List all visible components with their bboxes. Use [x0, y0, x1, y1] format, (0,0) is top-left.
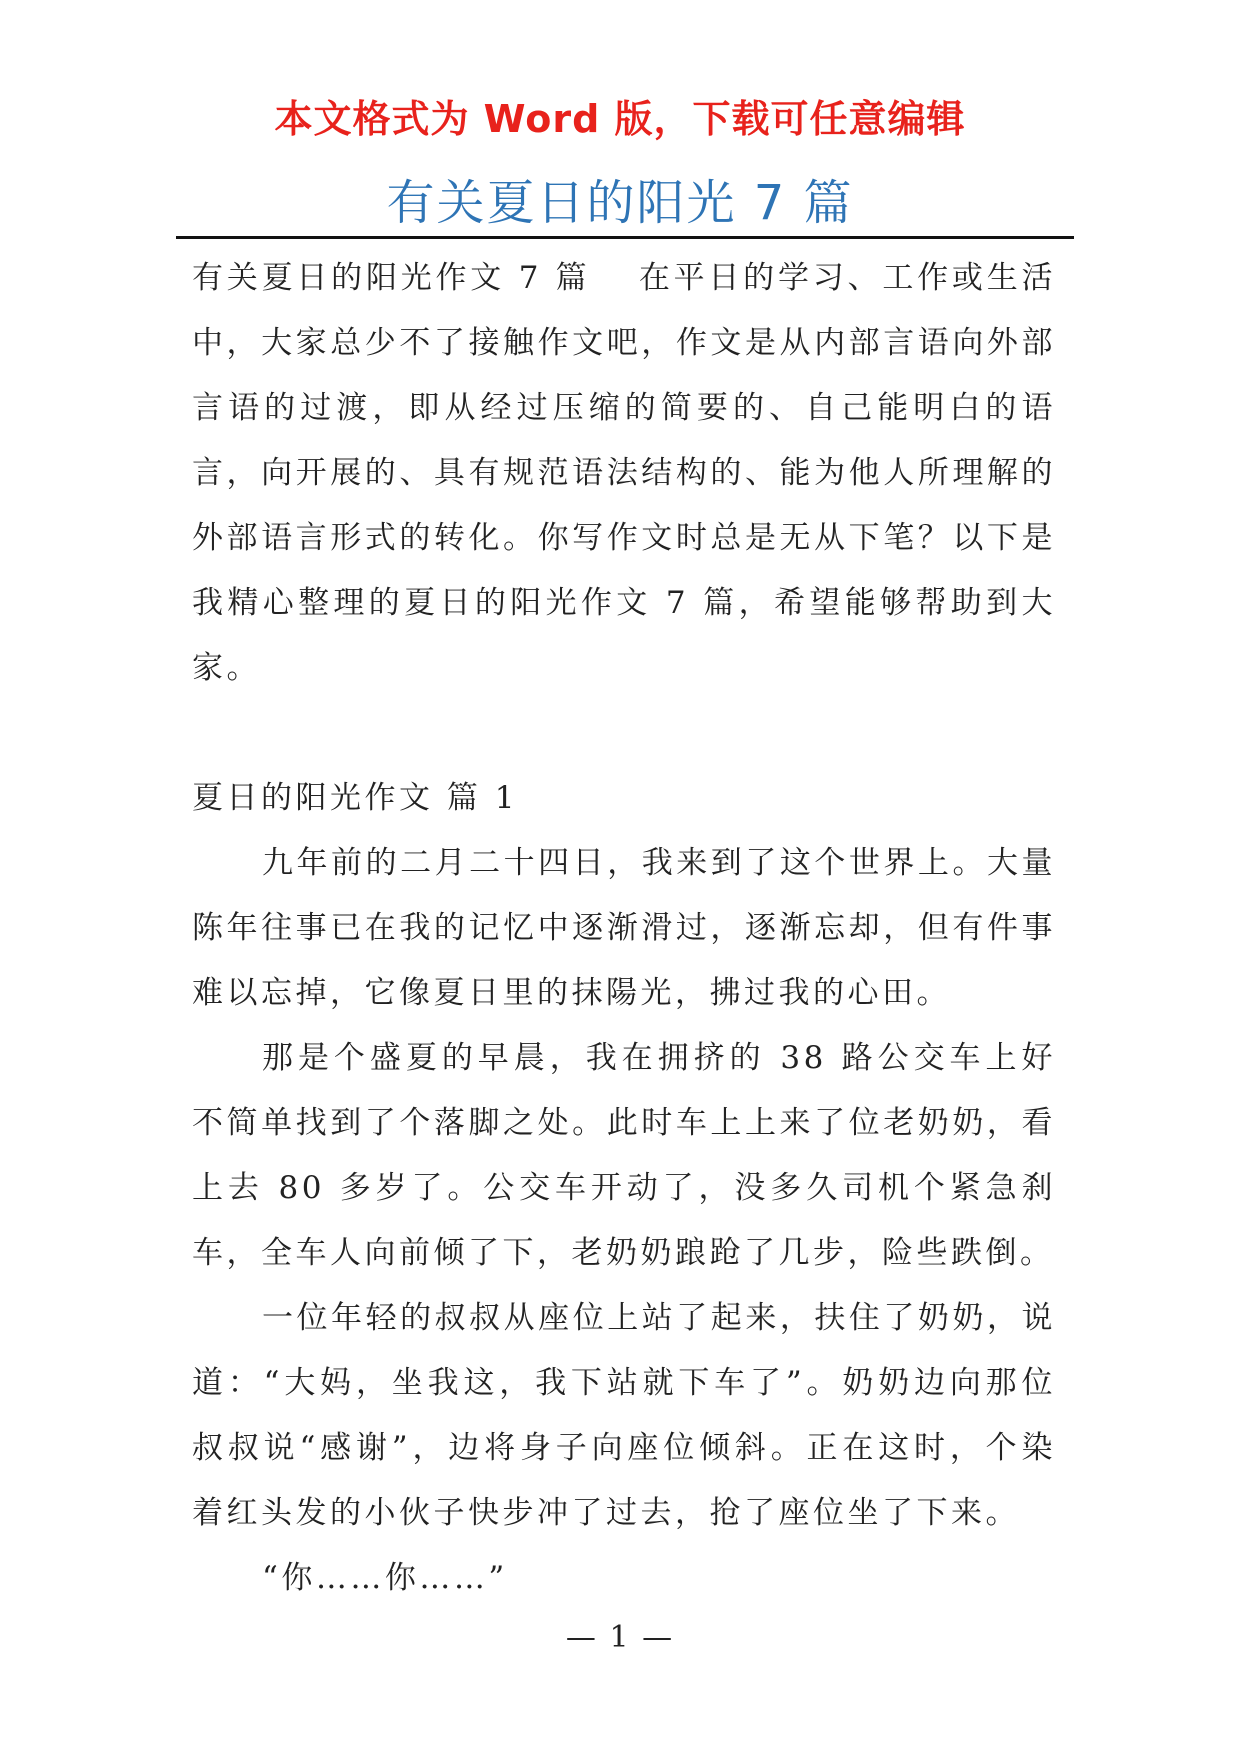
document-title: 有关夏日的阳光 7 篇	[386, 175, 854, 231]
title-divider	[176, 236, 1074, 239]
body-paragraph: “你……你……”	[262, 1560, 508, 1596]
body-paragraph: 一位年轻的叔叔从座位上站了起来，扶住了奶奶，说道：“大妈，坐我这，我下站就下车了”。奶奶边向那位叔叔说“感谢”，边将身子向座位倾斜。正在这时，个染着红头发的小伙子快步冲了过去，抢了座位坐了下来。	[192, 1300, 1056, 1531]
intro-paragraph: 有关夏日的阳光作文 7 篇 在平日的学习、工作或生活中，大家总少不了接触作文吧，作文是从内部言语向外部言语的过渡，即从经过压缩的简要的、自己能明白的语言，向开展的、具有规范语法结构的、能为他人所理解的外部语言形式的转化。你写作文时总是无从下笔？以下是我精心整理的夏日的阳光作文 7 篇，希望能够帮助到大家。	[192, 260, 1056, 686]
document-body	[192, 246, 1056, 1611]
section-heading: 夏日的阳光作文 篇 1	[192, 780, 518, 816]
body-paragraph: 九年前的二月二十四日，我来到了这个世界上。大量陈年往事已在我的记忆中逐渐滑过，逐渐忘却，但有件事难以忘掉，它像夏日里的抹陽光，拂过我的心田。	[192, 845, 1056, 1011]
page-number: — 1 —	[565, 1620, 675, 1655]
body-paragraph: 那是个盛夏的早晨，我在拥挤的 38 路公交车上好不简单找到了个落脚之处。此时车上上来了位老奶奶，看上去 80 多岁了。公交车开动了，没多久司机个紧急刹车，全车人向前倾了下，老奶奶踉跄了几步，险些跌倒。	[192, 1040, 1056, 1271]
editable-notice: 本文格式为 Word 版，下载可任意编辑	[274, 97, 966, 141]
